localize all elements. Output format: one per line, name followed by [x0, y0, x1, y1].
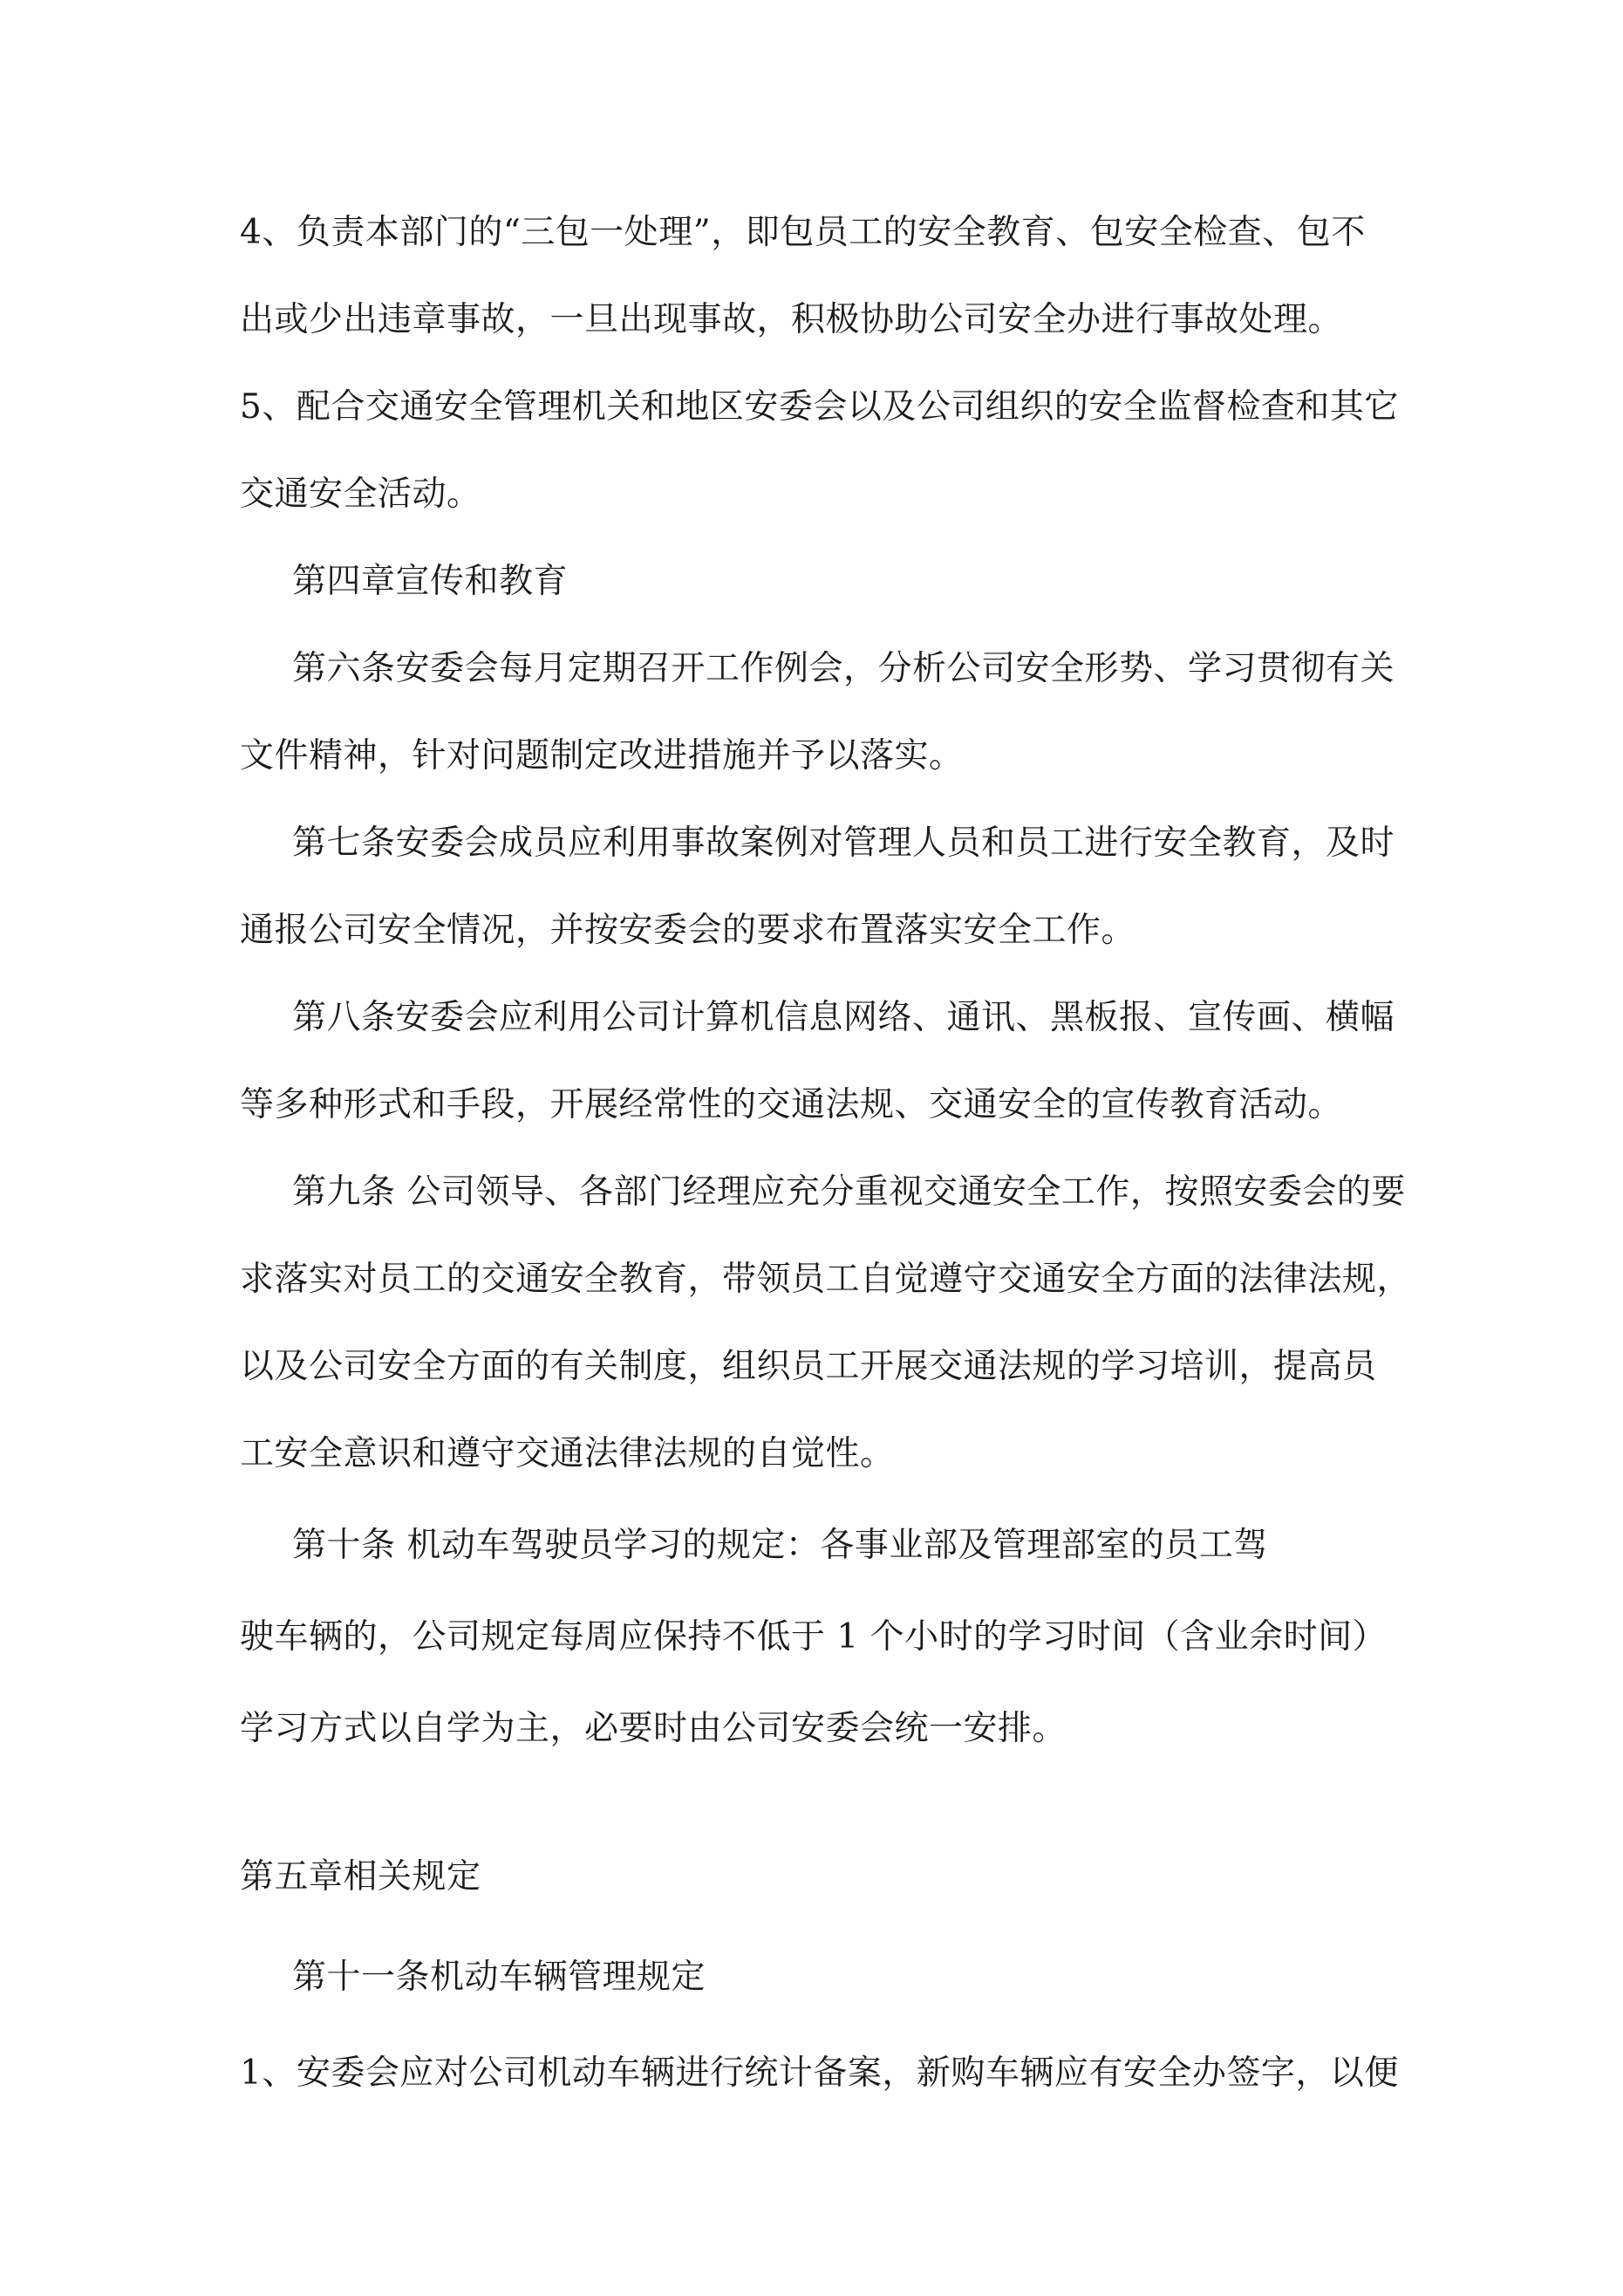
paragraph-line: 文件精神，针对问题制定改进措施并予以落实。	[240, 736, 964, 776]
paragraph-line: 第十条 机动车驾驶员学习的规定：各事业部及管理部室的员工驾	[292, 1526, 1268, 1565]
paragraph-line: 求落实对员工的交通安全教育，带领员工自觉遵守交通安全方面的法律法规，	[240, 1260, 1412, 1299]
paragraph-line: 学习方式以自学为主，必要时由公司安委会统一安排。	[240, 1709, 1067, 1748]
paragraph-line: 第九条 公司领导、各部门经理应充分重视交通安全工作，按照安委会的要	[292, 1172, 1406, 1212]
paragraph-line: 通报公司安全情况，并按安委会的要求布置落实安全工作。	[240, 911, 1136, 950]
paragraph-line: 工安全意识和遵守交通法律法规的自觉性。	[240, 1434, 895, 1473]
paragraph-line: 第八条安委会应利用公司计算机信息网络、通讯、黑板报、宣传画、横幅	[292, 998, 1395, 1037]
paragraph-line: 交通安全活动。	[240, 475, 481, 514]
chapter-heading: 第四章宣传和教育	[292, 562, 569, 601]
paragraph-line: 出或少出违章事故，一旦出现事故，积极协助公司安全办进行事故处理。	[240, 300, 1343, 339]
paragraph-line: 第七条安委会成员应利用事故案例对管理人员和员工进行安全教育，及时	[292, 823, 1395, 863]
paragraph-line: 1、安委会应对公司机动车辆进行统计备案，新购车辆应有安全办签字，以便	[240, 2053, 1399, 2093]
paragraph-line: 以及公司安全方面的有关制度，组织员工开展交通法规的学习培训，提高员	[240, 1347, 1377, 1386]
paragraph-line: 5、配合交通安全管理机关和地区安委会以及公司组织的安全监督检查和其它	[240, 387, 1399, 427]
paragraph-line: 第六条安委会每月定期召开工作例会，分析公司安全形势、学习贯彻有关	[292, 649, 1395, 688]
article-heading: 第十一条机动车辆管理规定	[292, 1958, 706, 1997]
paragraph-line: 驶车辆的，公司规定每周应保持不低于 1 个小时的学习时间（含业余时间）	[240, 1617, 1388, 1657]
chapter-heading: 第五章相关规定	[240, 1857, 481, 1896]
paragraph-line: 4、负责本部门的“三包一处理”，即包员工的安全教育、包安全检查、包不	[240, 213, 1366, 252]
paragraph-line: 等多种形式和手段，开展经常性的交通法规、交通安全的宣传教育活动。	[240, 1085, 1343, 1124]
